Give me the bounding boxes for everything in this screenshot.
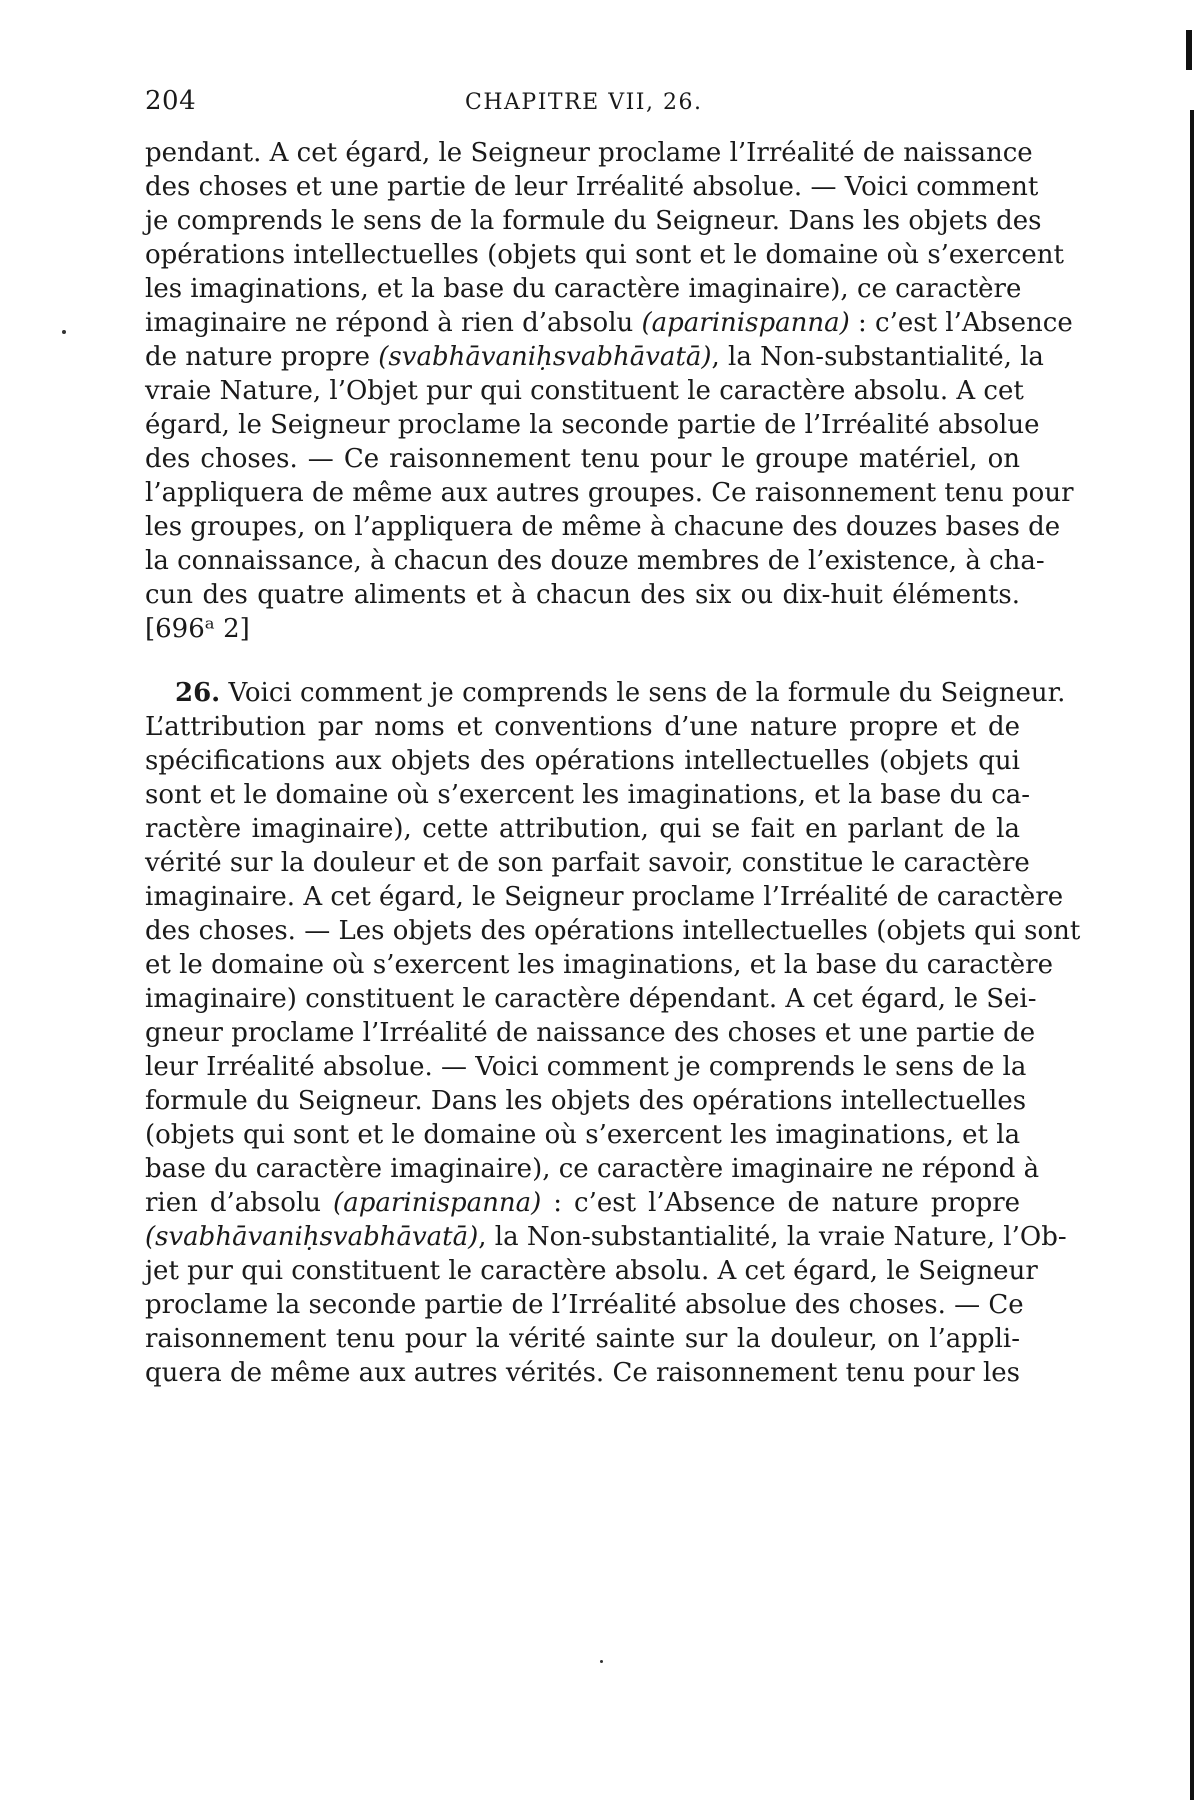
sanskrit-term: (aparinispanna) (333, 1188, 542, 1218)
scan-edge-mark (1186, 30, 1192, 70)
page-number: 204 (145, 86, 197, 116)
text-line: spécifications aux objets des opérations intellectuelles (objets qui (145, 746, 1020, 776)
sanskrit-term: (svabhāvaniḥsvabhāvatā) (145, 1222, 479, 1252)
text-line (145, 306, 1073, 340)
page-reference: [696ᵃ 2] (145, 614, 250, 644)
text-line: vraie Nature, l’Objet pur qui constituent le caractère absolu. A cet (145, 376, 1024, 406)
text-line: je comprends le sens de la formule du Seigneur. Dans les objets des (145, 206, 1042, 236)
text-segment: de nature propre (145, 342, 370, 372)
text-line: ractère imaginaire), cette attribution, qui se fait en parlant de la (145, 814, 1020, 844)
text-segment: : c’est l’Absence (849, 308, 1073, 338)
scan-edge-mark (1190, 110, 1194, 1800)
scan-speck (600, 1660, 603, 1663)
sanskrit-term: (svabhāvaniḥsvabhāvatā) (378, 342, 712, 372)
paragraph-number: 26. (175, 678, 221, 708)
text-line: jet pur qui constituent le caractère absolu. A cet égard, le Seigneur (145, 1256, 1038, 1286)
text-line: égard, le Seigneur proclame la seconde partie de l’Irréalité absolue (145, 410, 1040, 440)
text-line: les groupes, on l’appliquera de même à chacune des douzes bases de (145, 512, 1061, 542)
text-line: sont et le domaine où s’exercent les imaginations, et la base du ca- (145, 780, 1031, 810)
text-segment: , la Non-substantialité, la vraie Nature, l’Ob- (478, 1222, 1067, 1252)
text-line: gneur proclame l’Irréalité de naissance des choses et une partie de (145, 1018, 1036, 1048)
text-line: et le domaine où s’exercent les imaginations, et la base du caractère (145, 950, 1053, 980)
text-line (145, 1186, 1020, 1220)
text-line: (objets qui sont et le domaine où s’exercent les imaginations, et la (145, 1120, 1021, 1150)
text-line: des choses. — Les objets des opérations intellectuelles (objets qui sont (145, 916, 1081, 946)
text-line: opérations intellectuelles (objets qui sont et le domaine où s’exercent (145, 240, 1064, 270)
sanskrit-term: (aparinispanna) (641, 308, 850, 338)
text-line: l’appliquera de même aux autres groupes. Ce raisonnement tenu pour (145, 478, 1074, 508)
text-segment: imaginaire ne répond à rien d’absolu (145, 308, 634, 338)
text-segment: Voici comment je comprends le sens de la formule du Seigneur. (220, 678, 1066, 708)
scan-speck (62, 330, 66, 334)
page-header (145, 82, 1025, 122)
text-line: des choses et une partie de leur Irréalité absolue. — Voici comment (145, 172, 1039, 202)
text-line: base du caractère imaginaire), ce caractère imaginaire ne répond à (145, 1154, 1040, 1184)
text-line: imaginaire) constituent le caractère dépendant. A cet égard, le Sei- (145, 984, 1037, 1014)
text-line: raisonnement tenu pour la vérité sainte sur la douleur, on l’appli- (145, 1324, 1020, 1354)
text-line: pendant. A cet égard, le Seigneur proclame l’Irréalité de naissance (145, 138, 1033, 168)
text-line: les imaginations, et la base du caractère imaginaire), ce caractère (145, 274, 1022, 304)
text-line: vérité sur la douleur et de son parfait savoir, constitue le caractère (145, 848, 1030, 878)
text-line (145, 340, 1044, 374)
running-head: CHAPITRE VII, 26. (465, 90, 703, 115)
text-segment: rien d’absolu (145, 1188, 322, 1218)
text-line (145, 1220, 1067, 1254)
text-line: cun des quatre aliments et à chacun des six ou dix-huit éléments. (145, 580, 1020, 610)
text-line: leur Irréalité absolue. — Voici comment je comprends le sens de la (145, 1052, 1027, 1082)
text-line: imaginaire. A cet égard, le Seigneur proclame l’Irréalité de caractère (145, 882, 1064, 912)
text-line: proclame la seconde partie de l’Irréalité absolue des choses. — Ce (145, 1290, 1024, 1320)
text-line (175, 676, 1066, 710)
text-segment: : c’est l’Absence de nature propre (541, 1188, 1021, 1218)
text-line: formule du Seigneur. Dans les objets des opérations intellectuelles (145, 1086, 1027, 1116)
text-segment: , la Non-substantialité, la (711, 342, 1044, 372)
text-line: des choses. — Ce raisonnement tenu pour le groupe matériel, on (145, 444, 1020, 474)
text-line: L’attribution par noms et conventions d’une nature propre et de (145, 712, 1020, 742)
text-line: quera de même aux autres vérités. Ce raisonnement tenu pour les (145, 1358, 1020, 1388)
text-line: la connaissance, à chacun des douze membres de l’existence, à cha- (145, 546, 1045, 576)
